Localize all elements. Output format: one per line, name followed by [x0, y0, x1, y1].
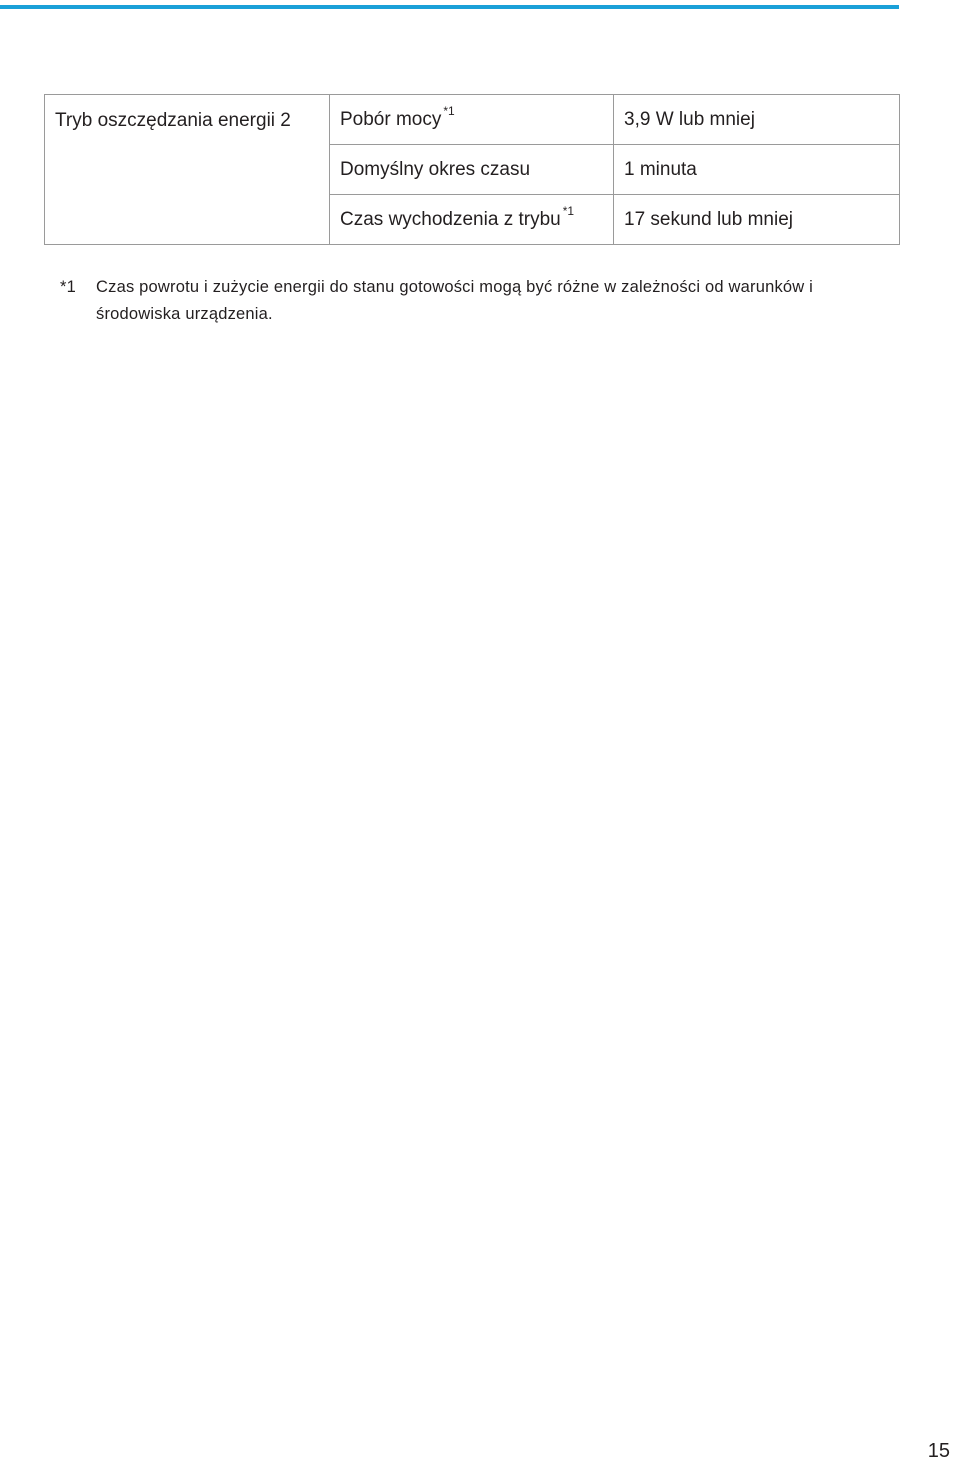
row-label — [330, 95, 614, 145]
row-label-text: Domyślny okres czasu — [340, 158, 531, 180]
row-value: 17 sekund lub mniej — [614, 195, 900, 245]
mode-label: Tryb oszczędzania energii 2 — [45, 95, 330, 245]
footnote-ref: *1 — [562, 203, 575, 218]
energy-saver-spec-table — [44, 94, 900, 245]
row-label-text: Czas wychodzenia z trybu — [340, 208, 561, 230]
footnote-mark: *1 — [60, 278, 76, 296]
row-value: 3,9 W lub mniej — [614, 95, 900, 145]
row-label — [330, 195, 614, 245]
header-rule — [0, 5, 899, 9]
row-value: 1 minuta — [614, 145, 900, 195]
row-label — [330, 145, 614, 195]
page-number: 15 — [927, 1440, 950, 1462]
footnote-ref: *1 — [443, 103, 455, 118]
table-row — [45, 95, 900, 145]
row-label-text: Pobór mocy — [340, 108, 442, 130]
footnote — [60, 274, 880, 328]
footnote-text: Czas powrotu i zużycie energii do stanu gotowości mogą być różne w zależności od warunków i środowiska urządzenia. — [96, 278, 814, 323]
